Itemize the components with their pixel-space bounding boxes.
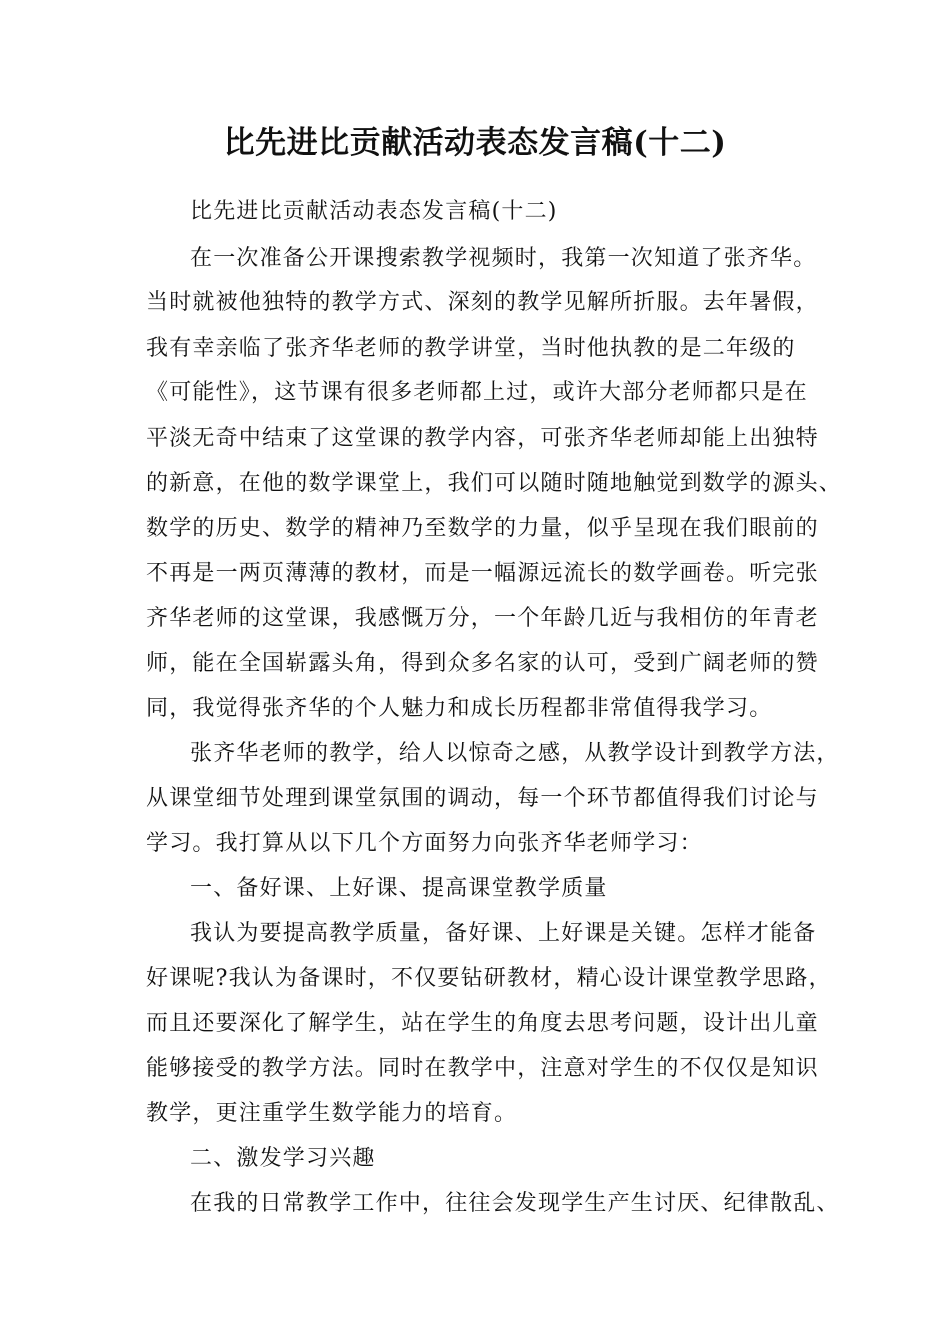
text-line: 而且还要深化了解学生，站在学生的角度去思考问题，设计出儿童	[146, 1011, 819, 1036]
text-line: 当时就被他独特的教学方式、深刻的教学见解所折服。去年暑假，	[146, 290, 819, 315]
text-line: 同，我觉得张齐华的个人魅力和成长历程都非常值得我学习。	[146, 696, 773, 721]
text-line: 张齐华老师的教学，给人以惊奇之感，从教学设计到教学方法，	[190, 741, 840, 766]
text-line: 我认为要提高教学质量，备好课、上好课是关键。怎样才能备	[190, 921, 817, 946]
text-line: 不再是一两页薄薄的教材，而是一幅源远流长的数学画卷。听完张	[146, 561, 819, 586]
text-line: 我有幸亲临了张齐华老师的教学讲堂，当时他执教的是二年级的	[146, 336, 796, 361]
text-line: 从课堂细节处理到课堂氛围的调动，每一个环节都值得我们讨论与	[146, 786, 819, 811]
text-line: 能够接受的教学方法。同时在教学中，注意对学生的不仅仅是知识	[146, 1056, 819, 1081]
text-line: 在我的日常教学工作中，往往会发现学生产生讨厌、纪律散乱、	[190, 1191, 840, 1216]
text-line: 齐华老师的这堂课，我感慨万分，一个年龄几近与我相仿的年青老	[146, 606, 819, 631]
text-line: 数学的历史、数学的精神乃至数学的力量，似乎呈现在我们眼前的	[146, 516, 819, 541]
text-line: 的新意，在他的数学课堂上，我们可以随时随地触觉到数学的源头、	[146, 471, 843, 496]
text-line: 好课呢?我认为备课时，不仅要钻研教材，精心设计课堂教学思路，	[146, 966, 832, 991]
text-line: 平淡无奇中结束了这堂课的教学内容，可张齐华老师却能上出独特	[146, 426, 819, 451]
section-heading: 一、备好课、上好课、提高课堂教学质量	[190, 876, 608, 901]
text-line: 在一次准备公开课搜索教学视频时，我第一次知道了张齐华。	[190, 246, 817, 271]
text-line: 师，能在全国崭露头角，得到众多名家的认可，受到广阔老师的赞	[146, 651, 819, 676]
text-line: 学习。我打算从以下几个方面努力向张齐华老师学习：	[146, 831, 703, 856]
section-heading: 二、激发学习兴趣	[190, 1146, 376, 1171]
subtitle-line: 比先进比贡献活动表态发言稿(十二)	[190, 199, 558, 224]
document-title: 比先进比贡献活动表态发言稿(十二)	[223, 125, 727, 161]
text-line: 《可能性》，这节课有很多老师都上过，或许大部分老师都只是在	[146, 380, 808, 405]
text-line: 教学，更注重学生数学能力的培育。	[146, 1101, 518, 1126]
